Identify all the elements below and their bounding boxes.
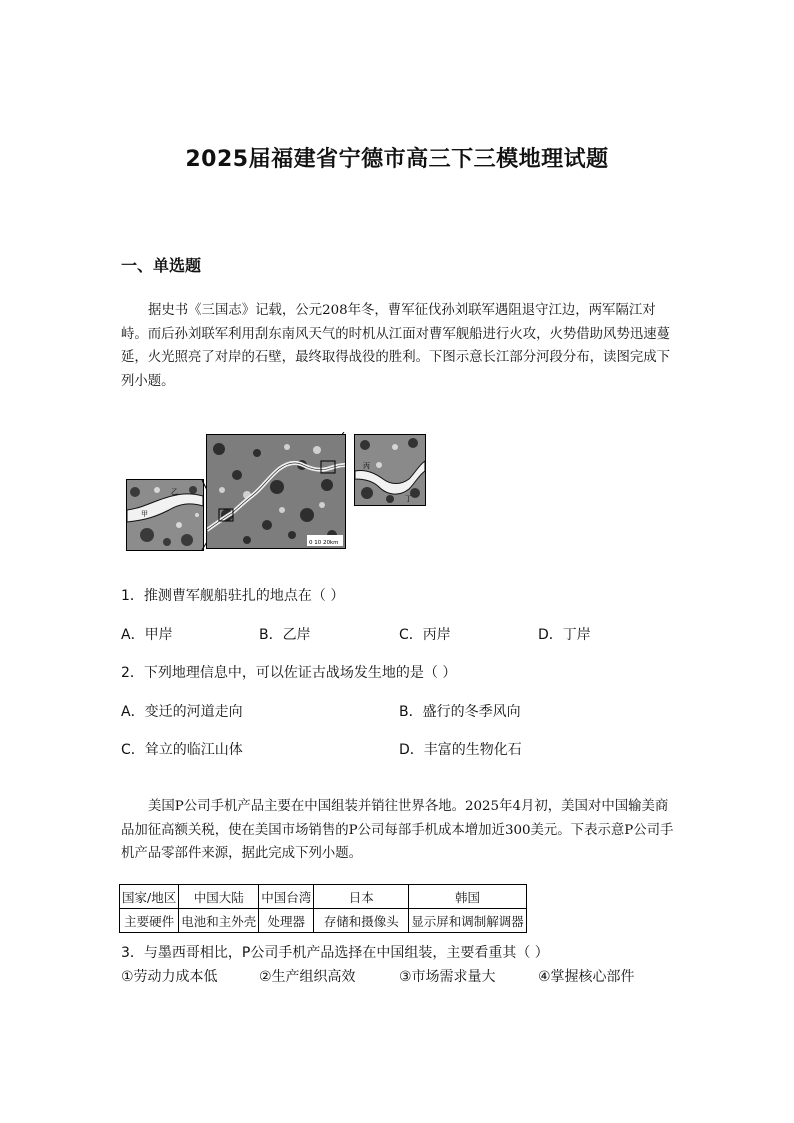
q3-item-4: ④掌握核心部件 — [538, 969, 635, 985]
table-cell: 韩国 — [409, 885, 527, 909]
q3-item-3: ③市场需求量大 — [399, 969, 496, 985]
table-cell: 显示屏和调制解调器 — [409, 909, 527, 933]
table-cell: 国家/地区 — [120, 885, 179, 909]
table-row — [120, 909, 527, 933]
section-heading: 一、单选题 — [121, 256, 202, 275]
passage-2: 美国P公司手机产品主要在中国组装并销往世界各地。2025年4月初，美国对中国输美商品加征高额关税，使在美国市场销售的P公司每部手机成本增加近300美元。下表示意P公司手机产品零部件来源，据此完成下列小题。 — [121, 799, 674, 861]
yangtze-map-figure — [126, 432, 428, 552]
question-2-stem: 2．下列地理信息中，可以佐证古战场发生地的是（ ） — [121, 665, 457, 681]
page-title: 2025届福建省宁德市高三下三模地理试题 — [185, 147, 609, 172]
table-cell: 主要硬件 — [120, 909, 179, 933]
map-inset-right — [354, 434, 426, 506]
table-header-row — [120, 885, 527, 909]
map-label-bing: 丙 — [363, 462, 370, 470]
map-label-yi: 乙 — [171, 488, 178, 496]
passage-1: 据史书《三国志》记载，公元208年冬，曹军征伐孙刘联军遇阻退守江边，两军隔江对峙。而后孙刘联军利用刮东南风天气的时机从江面对曹军舰船进行火攻，火势借助风势迅速蔓延，火光照亮了对岸的石壁，最终取得战役的胜利。下图示意长江部分河段分布，读图完成下列小题。 — [121, 303, 671, 389]
q2-option-a: A．变迁的河道走向 — [121, 704, 243, 720]
table-cell: 处理器 — [259, 909, 314, 933]
map-label-jia: 甲 — [141, 510, 148, 518]
q2-option-b: B．盛行的冬季风向 — [399, 704, 521, 720]
question-1-stem: 1．推测曹军舰船驻扎的地点在（ ） — [121, 588, 345, 604]
q1-option-a: A．甲岸 — [121, 627, 173, 643]
table-cell: 中国大陆 — [179, 885, 259, 909]
q2-option-c: C．耸立的临江山体 — [121, 742, 243, 758]
map-main — [206, 434, 346, 549]
q1-option-d: D．丁岸 — [538, 627, 591, 643]
table-cell: 日本 — [314, 885, 409, 909]
map-scale: 0 10 20km — [309, 540, 339, 546]
question-3-stem: 3．与墨西哥相比，P公司手机产品选择在中国组装，主要看重其（ ） — [121, 945, 549, 961]
table-cell: 电池和主外壳 — [179, 909, 259, 933]
q3-item-1: ①劳动力成本低 — [121, 969, 218, 985]
parts-source-table — [119, 884, 527, 933]
table-cell: 存储和摄像头 — [314, 909, 409, 933]
table-cell: 中国台湾 — [259, 885, 314, 909]
q2-option-d: D．丰富的生物化石 — [399, 742, 522, 758]
map-label-ding: 丁 — [405, 495, 412, 503]
q1-option-c: C．丙岸 — [399, 627, 451, 643]
q3-item-2: ②生产组织高效 — [259, 969, 356, 985]
q1-option-b: B．乙岸 — [259, 627, 311, 643]
